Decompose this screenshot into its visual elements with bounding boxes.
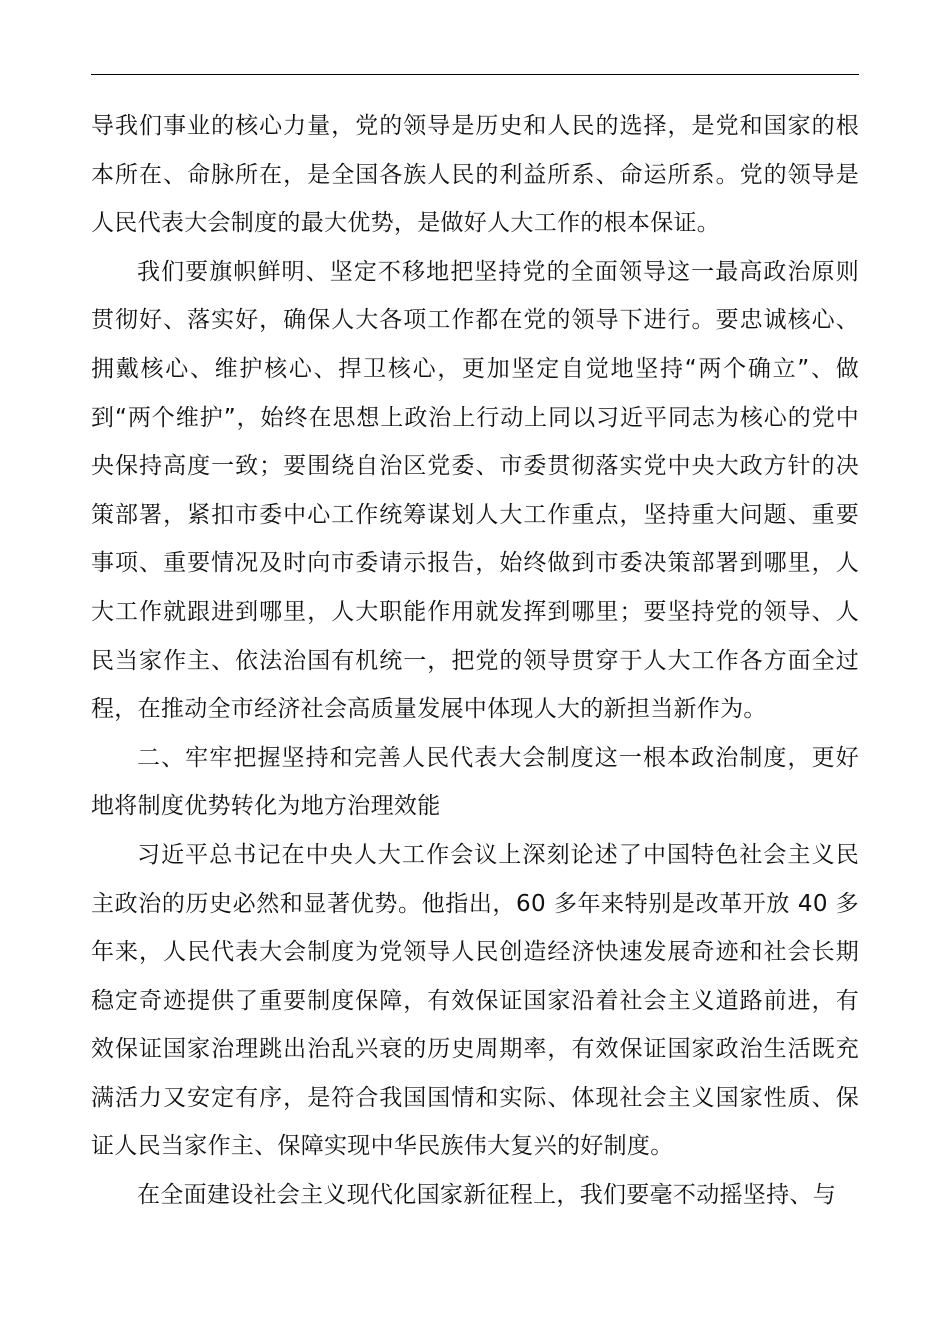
paragraph-xi-speech: 习近平总书记在中央人大工作会议上深刻论述了中国特色社会主义民主政治的历史必然和显著优势。他指出，60 多年来特别是改革开放 40 多年来，人民代表大会制度为党领导人民创造经济快速发展奇迹和社会长期稳定奇迹提供了重要制度保障，有效保证国家沿着社会主义道路前进，有效保证国家治理跳出治乱兴衰的历史周期率，有效保证国家政治生活既充满活力又安定有序，是符合我国国情和实际、体现社会主义国家性质、保证人民当家作主、保障实现中华民族伟大复兴的好制度。 <box>91 841 859 1160</box>
paragraph-party-leadership: 我们要旗帜鲜明、坚定不移地把坚持党的全面领导这一最高政治原则贯彻好、落实好，确保人大各项工作都在党的领导下进行。要忠诚核心、拥戴核心、维护核心、捍卫核心，更加坚定自觉地坚持“两个确立”、做到“两个维护”，始终在思想上政治上行动上同以习近平同志为核心的党中央保持高度一致；要围绕自治区党委、市委贯彻落实党中央大政方针的决策部署，紧扣市委中心工作统筹谋划人大工作重点，坚持重大问题、重要事项、重要情况及时向市委请示报告，始终做到市委决策部署到哪里，人大工作就跟进到哪里，人大职能作用就发挥到哪里；要坚持党的领导、人民当家作主、依法治国有机统一，把党的领导贯穿于人大工作各方面全过程，在推动全市经济社会高质量发展中体现人大的新担当新作为。 <box>91 258 859 723</box>
section-heading-two: 二、牢牢把握坚持和完善人民代表大会制度这一根本政治制度，更好地将制度优势转化为地方治理效能 <box>91 744 859 820</box>
paragraph-new-journey: 在全面建设社会主义现代化国家新征程上，我们要毫不动摇坚持、与 <box>137 1182 836 1209</box>
header-rule <box>91 74 859 75</box>
paragraph-continuation: 导我们事业的核心力量，党的领导是历史和人民的选择，是党和国家的根本所在、命脉所在，是全国各族人民的利益所系、命运所系。党的领导是人民代表大会制度的最大优势，是做好人大工作的根本保证。 <box>91 113 859 237</box>
body-text <box>91 102 859 1220</box>
